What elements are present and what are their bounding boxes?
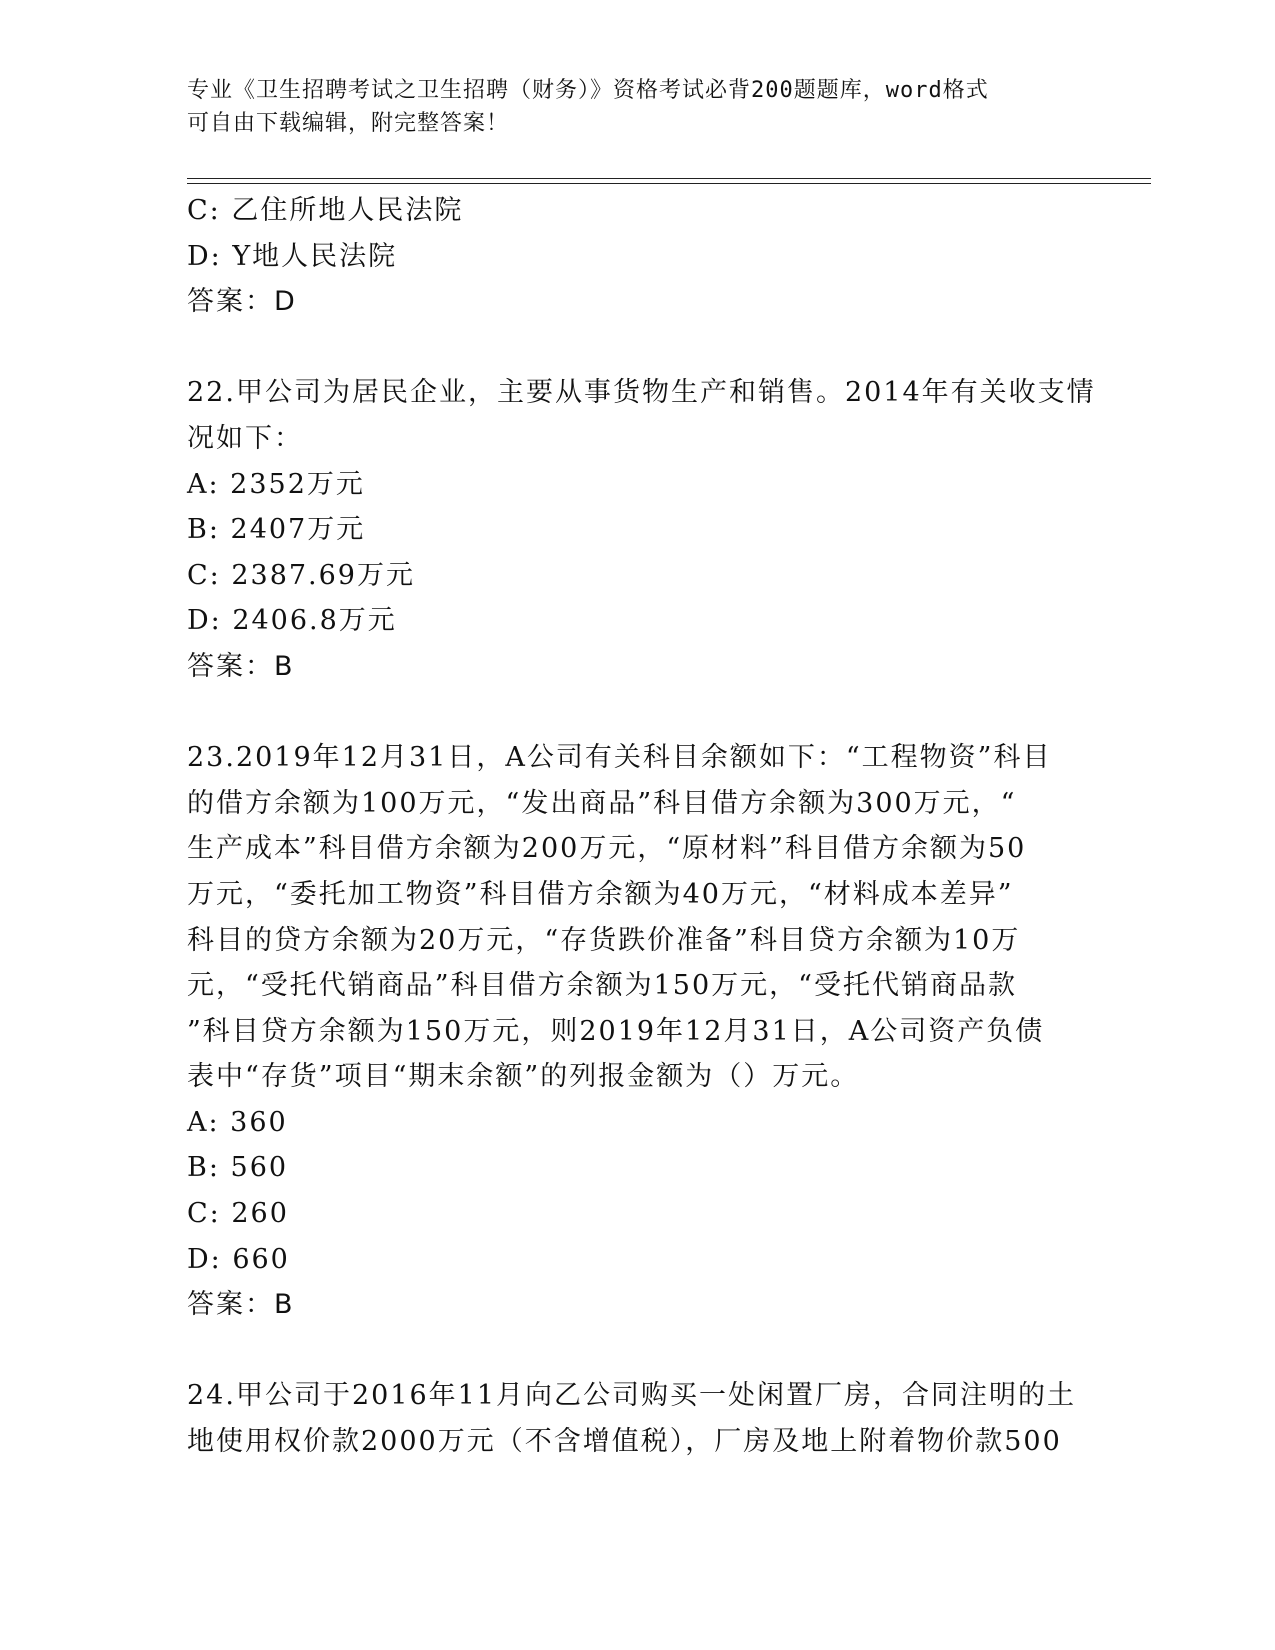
- q23-stem-line: 元，“受托代销商品”科目借方余额为150万元，“受托代销商品款: [187, 970, 1017, 1002]
- q24-stem-line-1: 24.甲公司于2016年11月向乙公司购买一处闲置厂房，合同注明的土: [187, 1380, 1077, 1412]
- q22-option-c: C: 2387.69万元: [187, 559, 415, 591]
- q23-stem-line: 科目的贷方余额为20万元，“存货跌价准备”科目贷方余额为10万: [187, 924, 1021, 956]
- q21-option-c: C: 乙住所地人民法院: [187, 195, 464, 226]
- q22-stem-line-1: 22.甲公司为居民企业，主要从事货物生产和销售。2014年有关收支情: [187, 377, 1096, 409]
- q23-option-d: D: 660: [187, 1243, 290, 1275]
- header-divider-top: [187, 178, 1151, 179]
- question-content: [187, 188, 1096, 1465]
- q23-stem-line: 表中“存货”项目“期末余额”的列报金额为（）万元。: [187, 1061, 860, 1093]
- spacer: [187, 325, 1067, 371]
- q22-option-d: D: 2406.8万元: [187, 605, 397, 637]
- q23-stem-line: 万元，“委托加工物资”科目借方余额为40万元，“材料成本差异”: [187, 878, 1014, 910]
- q23-stem-line: 的借方余额为100万元，“发出商品”科目借方余额为300万元，“: [187, 787, 1017, 819]
- q22-stem-line-2: 况如下：: [187, 422, 303, 454]
- q23-stem-line: 23.2019年12月31日，A公司有关科目余额如下：“工程物资”科目: [187, 742, 1052, 774]
- header-divider-bottom: [187, 183, 1151, 184]
- q21-answer: 答案：D: [187, 286, 297, 318]
- q22-option-a: A: 2352万元: [187, 468, 365, 500]
- q23-stem-line: ”科目贷方余额为150万元，则2019年12月31日，A公司资产负债: [187, 1015, 1045, 1047]
- q21-option-d: D: Y地人民法院: [187, 240, 398, 272]
- q24-stem-line-2: 地使用权价款2000万元（不含增值税），厂房及地上附着物价款500: [187, 1426, 1062, 1458]
- header-line-1: 专业《卫生招聘考试之卫生招聘（财务）》资格考试必背200题题库，word格式: [187, 78, 989, 103]
- q23-option-c: C: 260: [187, 1198, 289, 1230]
- q22-answer: 答案：B: [187, 650, 295, 682]
- spacer: [187, 690, 1067, 736]
- q23-answer: 答案：B: [187, 1289, 295, 1321]
- header-line-2: 可自由下载编辑，附完整答案！: [187, 111, 510, 136]
- q22-option-b: B: 2407万元: [187, 514, 366, 546]
- document-header: [187, 74, 1067, 140]
- q23-option-b: B: 560: [187, 1152, 289, 1184]
- q23-option-a: A: 360: [187, 1106, 288, 1138]
- spacer: [187, 1328, 1067, 1374]
- q23-stem-line: 生产成本”科目借方余额为200万元，“原材料”科目借方余额为50: [187, 833, 1027, 865]
